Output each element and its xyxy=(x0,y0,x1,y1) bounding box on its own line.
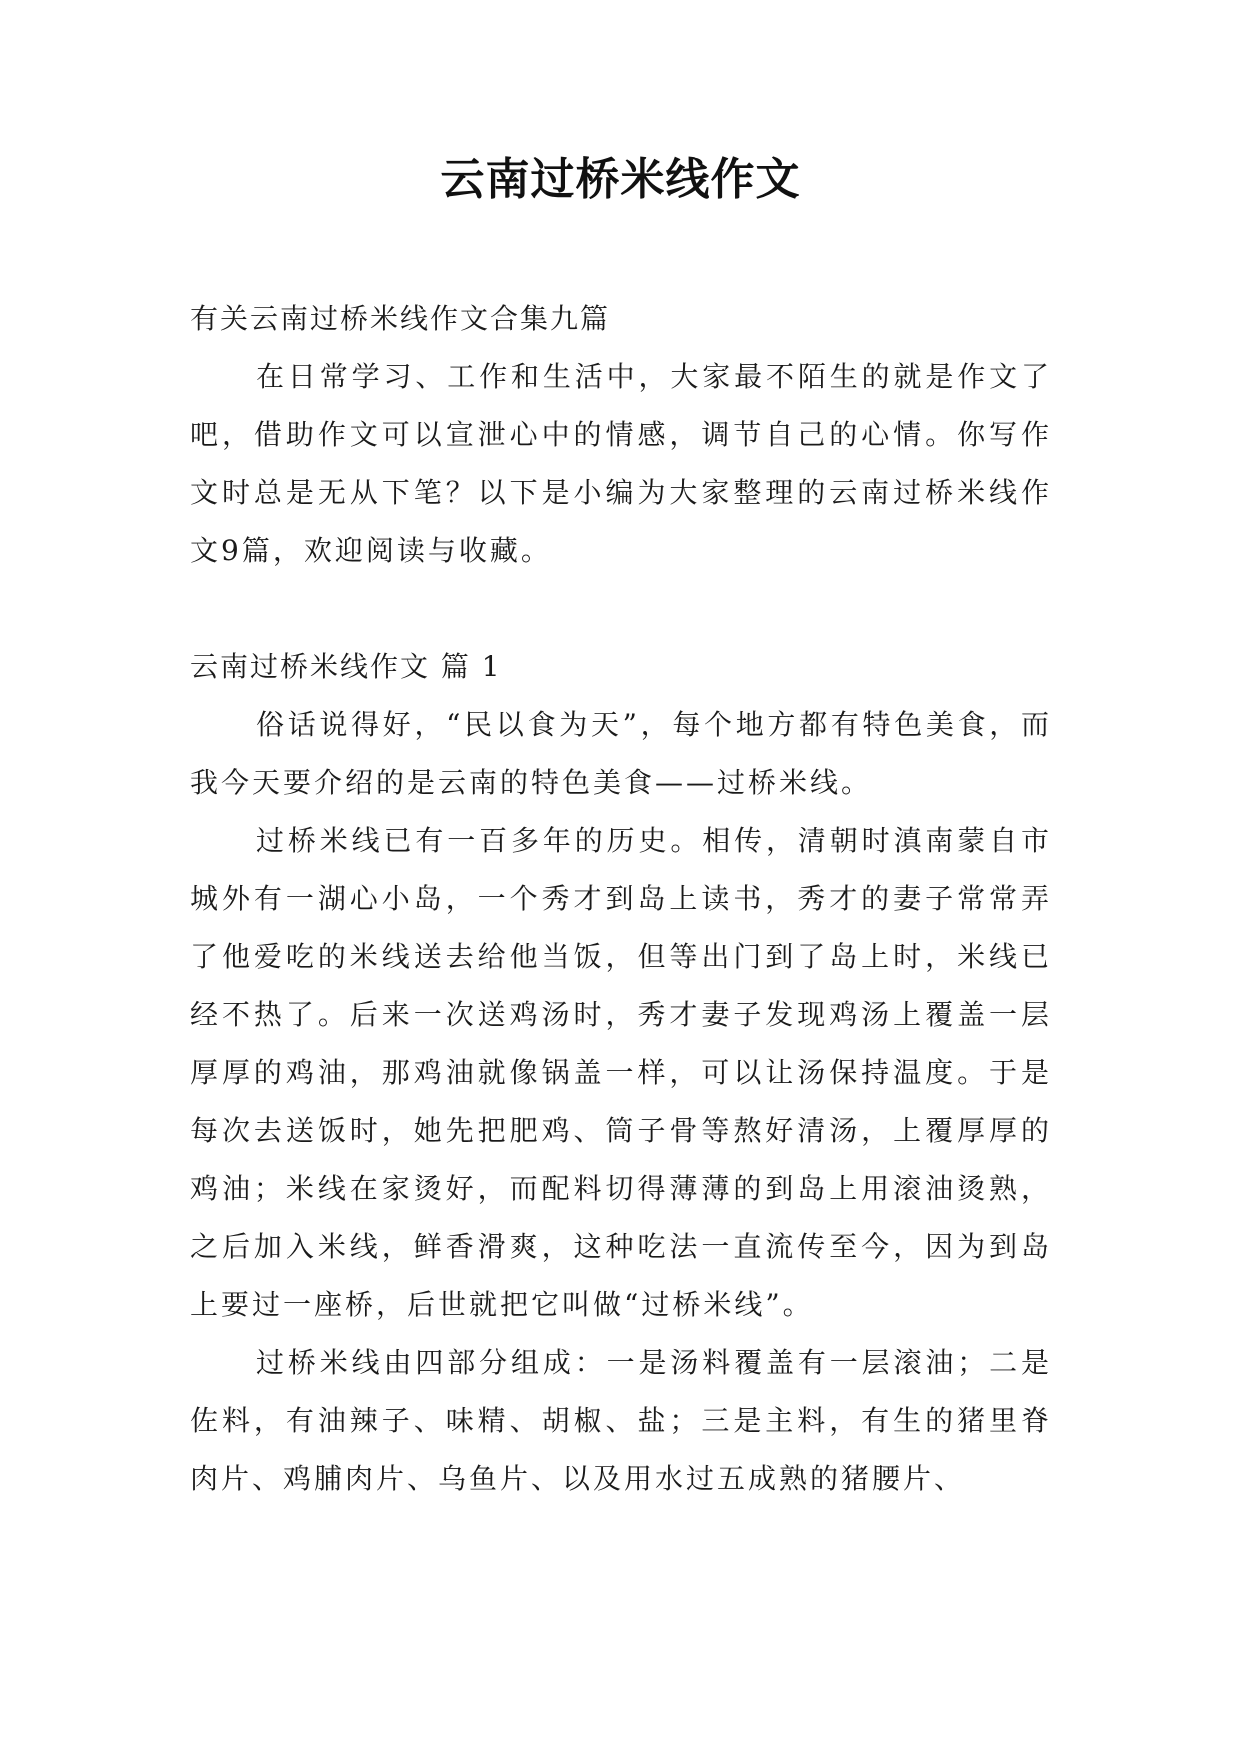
section-paragraph: 过桥米线由四部分组成：一是汤料覆盖有一层滚油；二是佐料，有油辣子、味精、胡椒、盐；三是主料，有生的猪里脊肉片、鸡脯肉片、乌鱼片、以及用水过五成熟的猪腰片、 xyxy=(190,1346,1052,1495)
section-paragraph: 过桥米线已有一百多年的历史。相传，清朝时滇南蒙自市城外有一湖心小岛，一个秀才到岛上读书，秀才的妻子常常弄了他爱吃的米线送去给他当饭，但等出门到了岛上时，米线已经不热了。后来一次送鸡汤时，秀才妻子发现鸡汤上覆盖一层厚厚的鸡油，那鸡油就像锅盖一样，可以让汤保持温度。于是每次去送饭时，她先把肥鸡、筒子骨等熬好清汤，上覆厚厚的鸡油；米线在家烫好，而配料切得薄薄的到岛上用滚油烫熟，之后加入米线，鲜香滑爽，这种吃法一直流传至今，因为到岛上要过一座桥，后世就把它叫做“过桥米线”。 xyxy=(190,824,1052,1321)
section-paragraph: 俗话说得好，“民以食为天”，每个地方都有特色美食，而我今天要介绍的是云南的特色美食——过桥米线。 xyxy=(190,708,1052,799)
section-heading: 云南过桥米线作文 篇 1 xyxy=(190,650,502,683)
intro-paragraph: 在日常学习、工作和生活中，大家最不陌生的就是作文了吧，借助作文可以宣泄心中的情感，调节自己的心情。你写作文时总是无从下笔？以下是小编为大家整理的云南过桥米线作文9篇，欢迎阅读与收藏。 xyxy=(190,360,1052,567)
essay-section xyxy=(190,638,1052,1508)
document-body xyxy=(190,290,1052,1508)
document-title: 云南过桥米线作文 xyxy=(440,154,801,205)
document-subtitle: 有关云南过桥米线作文合集九篇 xyxy=(190,302,611,335)
